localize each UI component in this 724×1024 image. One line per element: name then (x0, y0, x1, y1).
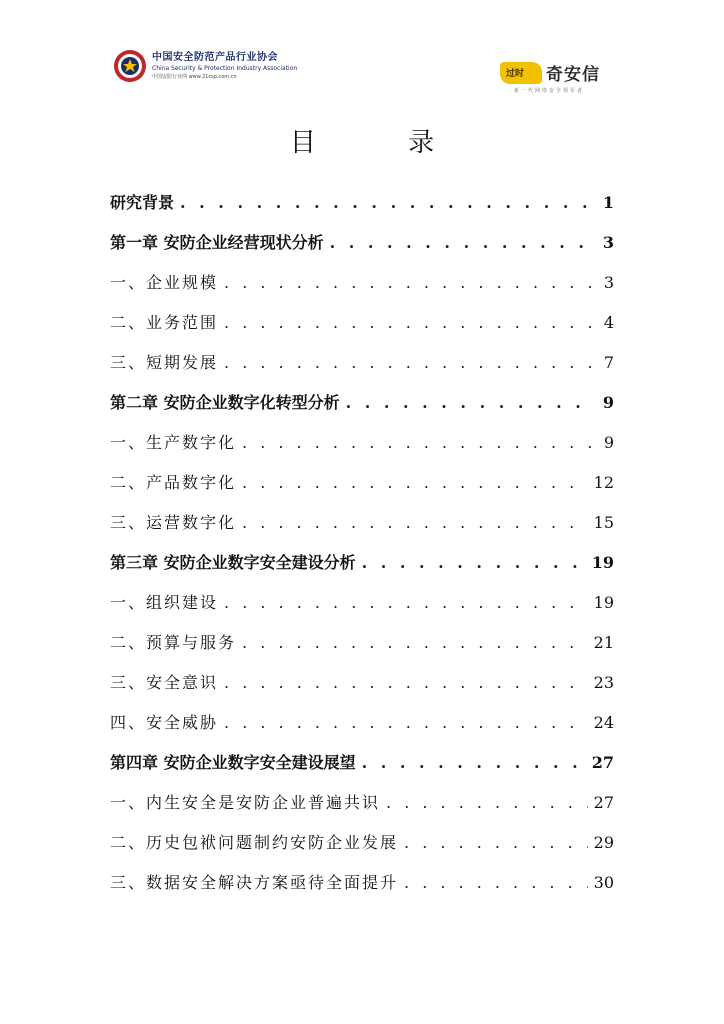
toc-dot-leader (180, 193, 594, 212)
toc-dot-leader (224, 593, 588, 612)
brand-mark-text: 过时 (506, 68, 525, 79)
toc-page-number: 1 (602, 193, 614, 212)
toc-entry-label: 二、业务范围 (110, 313, 219, 332)
association-logo (112, 48, 297, 84)
toc-dot-leader (242, 513, 588, 532)
brand-slogan: 新一代网络安全领军者 (514, 88, 585, 94)
toc-section-entry[interactable] (110, 710, 614, 750)
org-name: 中国安全防范产品行业协会 (152, 51, 278, 63)
toc-entry-label: 二、预算与服务 (110, 633, 237, 652)
toc-page-number: 9 (602, 393, 614, 412)
toc-dot-leader (224, 273, 594, 292)
toc-dot-leader (242, 473, 588, 492)
toc-entry-label: 四、安全威胁 (110, 713, 219, 732)
toc-page-number: 19 (593, 593, 614, 612)
toc-entry-label: 第二章 安防企业数字化转型分析 (110, 393, 340, 412)
toc-entry-label: 三、短期发展 (110, 353, 219, 372)
toc-entry-label: 三、运营数字化 (110, 513, 237, 532)
toc-section-entry[interactable] (110, 470, 614, 510)
toc-page-number: 12 (593, 473, 614, 492)
association-emblem-icon (112, 48, 148, 84)
toc-section-entry[interactable] (110, 590, 614, 630)
toc-page-number: 29 (593, 833, 614, 852)
brand-logo (500, 60, 600, 94)
toc-section-entry[interactable] (110, 870, 614, 910)
toc-dot-leader (386, 793, 588, 812)
toc-page-number: 24 (593, 713, 614, 732)
toc-dot-leader (346, 393, 594, 412)
toc-entry-label: 二、历史包袱问题制约安防企业发展 (110, 833, 399, 852)
toc-dot-leader (362, 753, 586, 772)
toc-dot-leader (330, 233, 594, 252)
toc-entry-label: 第三章 安防企业数字安全建设分析 (110, 553, 356, 572)
toc-dot-leader (242, 433, 594, 452)
toc-entry-label: 一、内生安全是安防企业普遍共识 (110, 793, 381, 812)
toc-section-entry[interactable] (110, 510, 614, 550)
toc-chapter-entry[interactable] (110, 390, 614, 430)
toc-entry-label: 一、生产数字化 (110, 433, 237, 452)
toc-page-number: 3 (602, 233, 614, 252)
toc-page-number: 7 (603, 353, 614, 372)
brand-name: 奇安信 (546, 65, 600, 85)
toc-page-number: 27 (593, 793, 614, 812)
toc-chapter-entry[interactable] (110, 190, 614, 230)
toc-dot-leader (404, 873, 588, 892)
toc-chapter-entry[interactable] (110, 550, 614, 590)
toc-dot-leader (224, 313, 594, 332)
toc-entry-label: 第一章 安防企业经营现状分析 (110, 233, 324, 252)
toc-page-number: 15 (593, 513, 614, 532)
org-name-en: China Security & Protection Industry Association (152, 64, 298, 72)
toc-entry-label: 一、组织建设 (110, 593, 219, 612)
toc-chapter-entry[interactable] (110, 230, 614, 270)
toc-section-entry[interactable] (110, 630, 614, 670)
toc-dot-leader (362, 553, 586, 572)
toc-dot-leader (242, 633, 588, 652)
toc-section-entry[interactable] (110, 830, 614, 870)
toc-entry-label: 一、企业规模 (110, 273, 219, 292)
toc-page-number: 30 (593, 873, 614, 892)
toc-dot-leader (224, 713, 588, 732)
toc-page-number: 3 (603, 273, 614, 292)
toc-entry-label: 三、数据安全解决方案亟待全面提升 (110, 873, 399, 892)
toc-dot-leader (224, 353, 594, 372)
toc-section-entry[interactable] (110, 270, 614, 310)
brand-mark-icon (500, 62, 542, 84)
toc-page-number: 27 (591, 753, 614, 772)
table-of-contents (110, 190, 614, 910)
toc-page-number: 23 (593, 673, 614, 692)
toc-section-entry[interactable] (110, 350, 614, 390)
page-header (0, 44, 724, 104)
toc-entry-label: 二、产品数字化 (110, 473, 237, 492)
toc-section-entry[interactable] (110, 310, 614, 350)
toc-page-number: 19 (591, 553, 614, 572)
page-title: 目 录 (289, 128, 477, 158)
toc-page-number: 9 (603, 433, 614, 452)
toc-entry-label: 第四章 安防企业数字安全建设展望 (110, 753, 356, 772)
org-website: 中国安防行业网 www.21csp.com.cn (152, 73, 237, 80)
toc-page-number: 21 (593, 633, 614, 652)
toc-dot-leader (404, 833, 588, 852)
toc-entry-label: 研究背景 (110, 193, 175, 212)
toc-page-number: 4 (603, 313, 614, 332)
toc-entry-label: 三、安全意识 (110, 673, 219, 692)
toc-section-entry[interactable] (110, 790, 614, 830)
toc-section-entry[interactable] (110, 430, 614, 470)
toc-section-entry[interactable] (110, 670, 614, 710)
toc-chapter-entry[interactable] (110, 750, 614, 790)
toc-dot-leader (224, 673, 588, 692)
